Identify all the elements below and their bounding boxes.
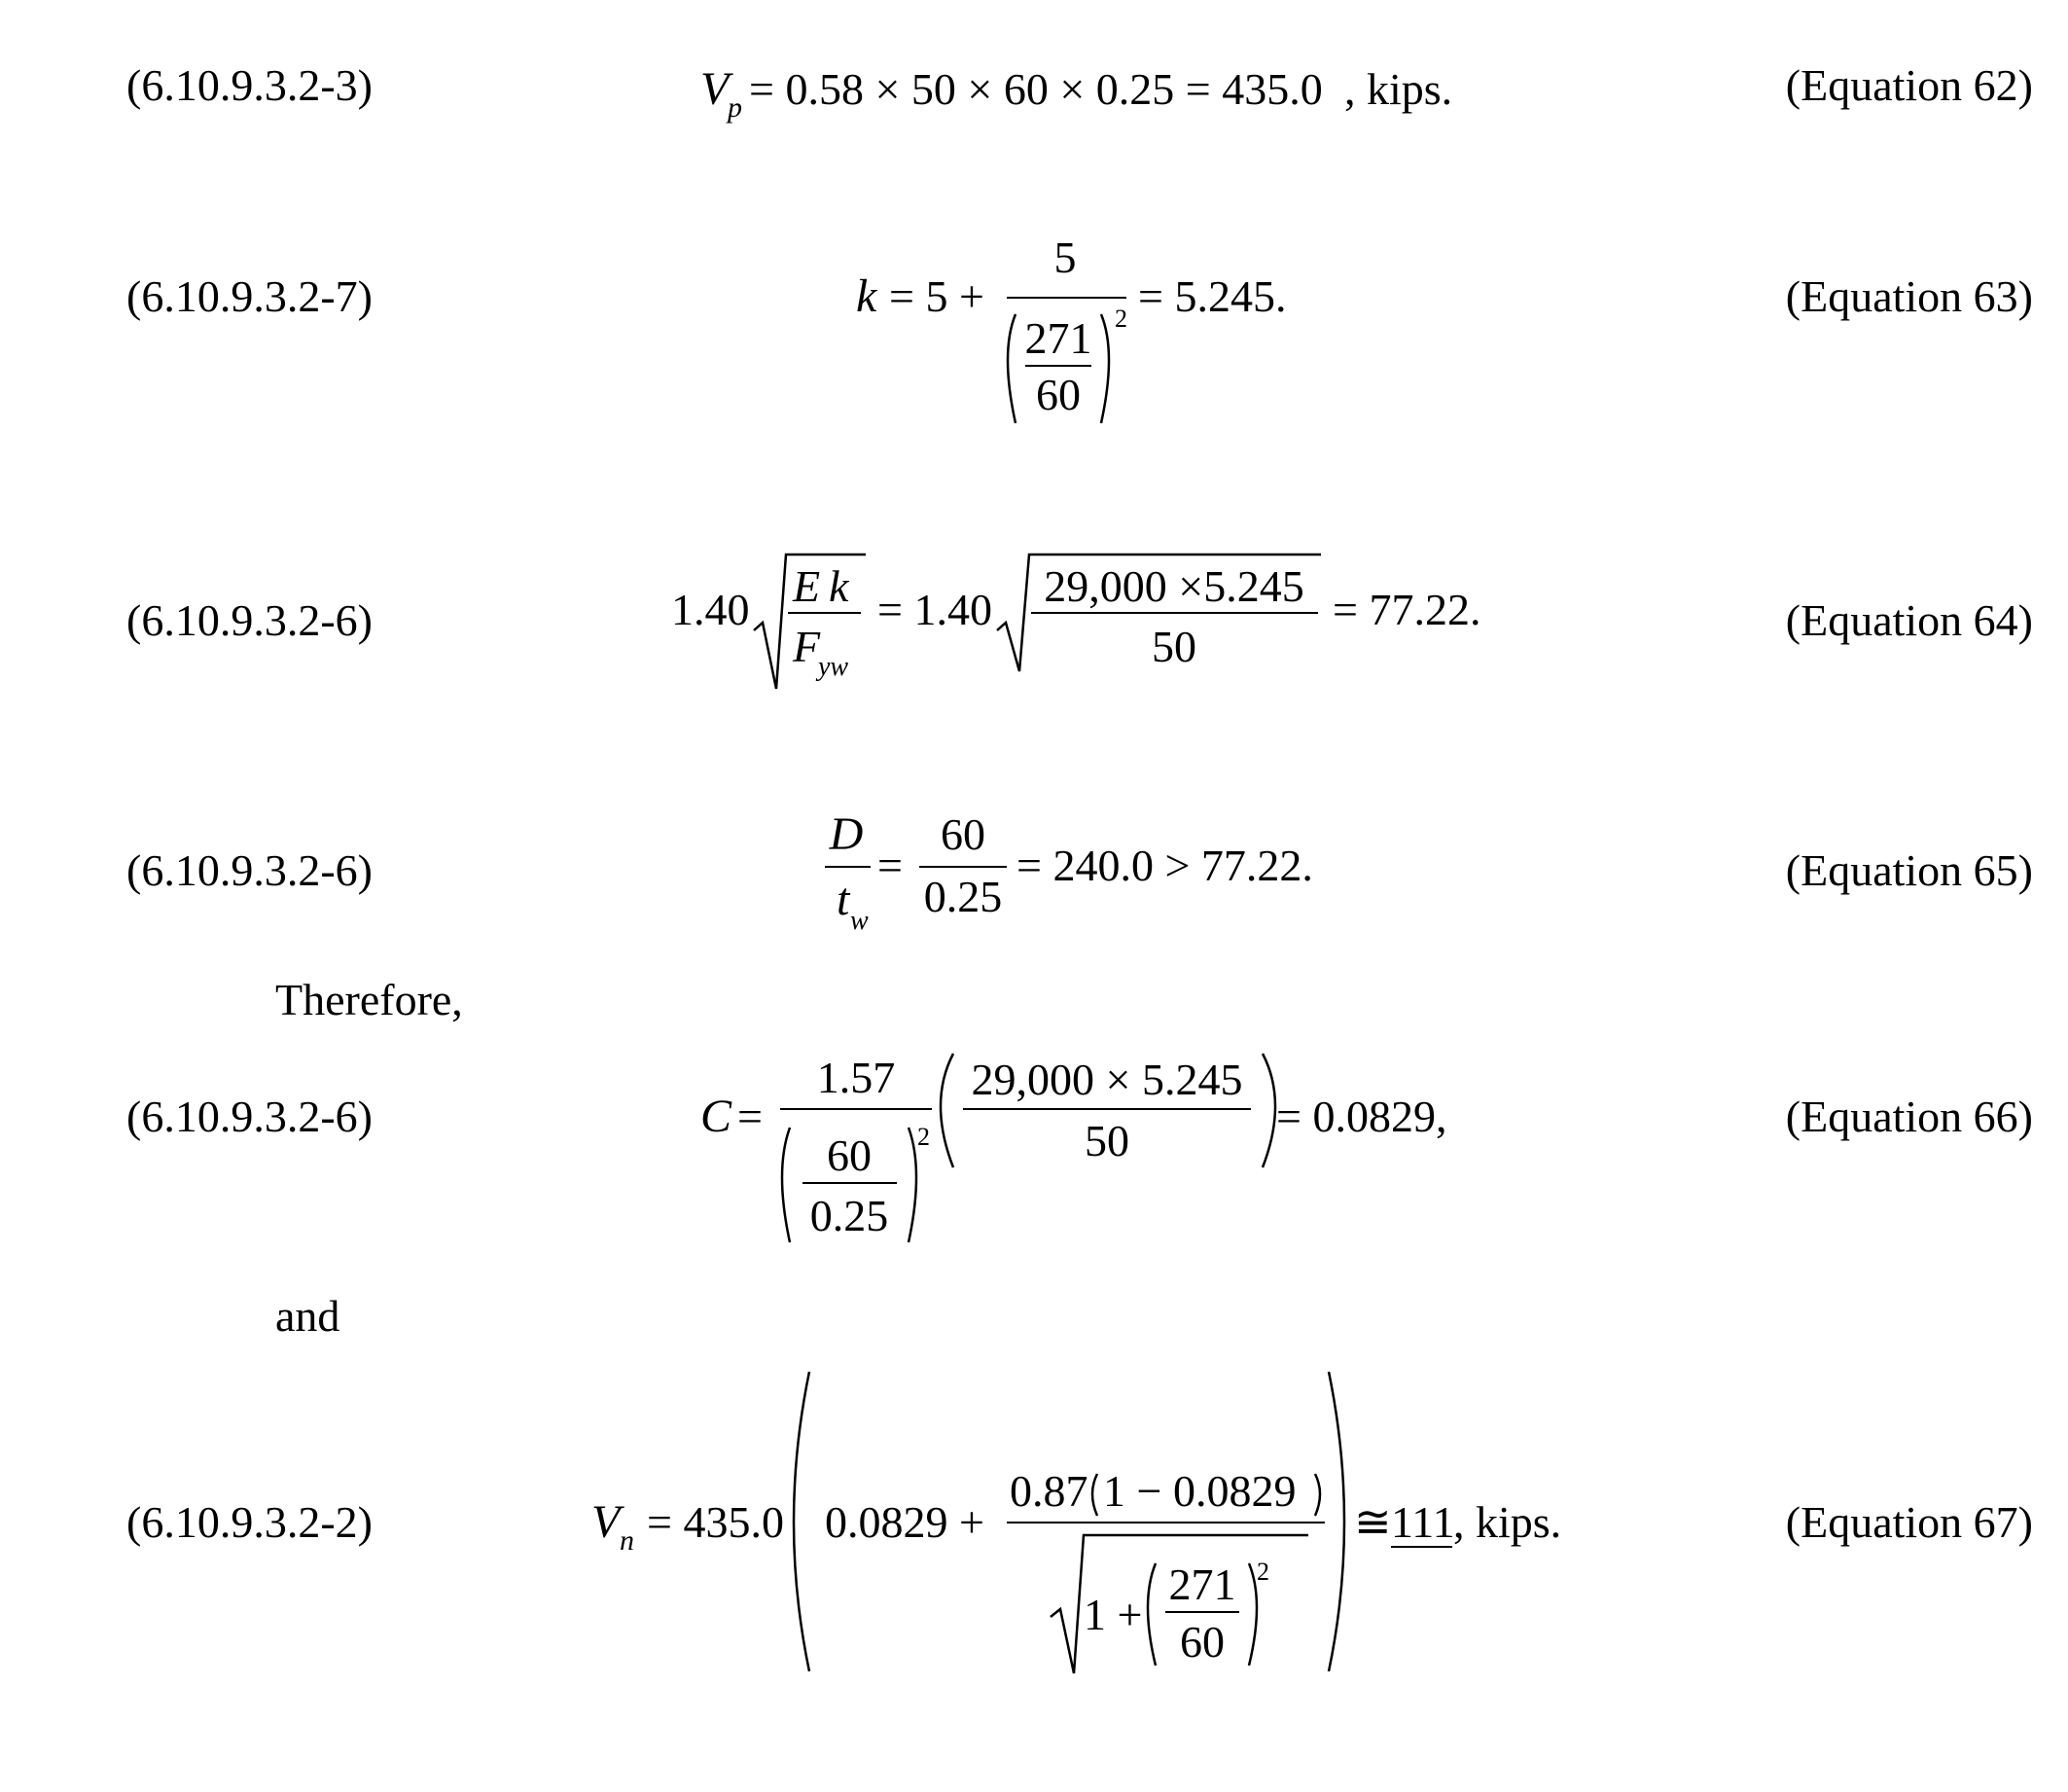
paren-denominator: 50 [1085,1116,1129,1165]
expression: = 0.58 × 50 × 60 × 0.25 = 435.0 [749,64,1323,114]
rad-numerator: 271 [1168,1559,1236,1609]
subscript-yw: yw [818,652,849,682]
equation-65 [817,803,1362,949]
var-k: k [829,561,849,611]
radicand-numerator: 29,000 ×5.245 [1044,561,1304,611]
spec-reference: (6.10.9.3.2-2) [126,1497,373,1547]
var-f: F [793,622,821,671]
subscript-p: p [728,91,742,124]
result: = 240.0 > 77.22. [1016,841,1313,890]
equals: = [877,841,903,890]
left-paren [1008,314,1016,423]
unit-text: , kips. [1453,1497,1562,1547]
subscript-w: w [850,906,869,936]
unit-text: , kips. [1344,64,1453,114]
coefficient: 1.40 [671,585,750,634]
var-d: D [829,808,864,860]
num-right-paren [1315,1474,1320,1516]
var-e: E [793,561,821,611]
rad-denominator: 60 [1180,1617,1225,1667]
equation-number: (Equation 62) [1785,60,2033,110]
fraction-numerator: 60 [941,809,985,859]
equation-number: (Equation 64) [1785,595,2033,645]
equation-64 [661,545,1537,700]
equation-number: (Equation 65) [1785,845,2033,895]
equation-62 [681,49,1517,136]
spec-reference: (6.10.9.3.2-6) [126,845,373,895]
equation-66 [691,1046,1498,1260]
radical-lead: 1 + [1084,1590,1143,1639]
term1: 0.0829 + [825,1497,984,1547]
equals: = [737,1092,763,1141]
numerator: 1.57 [816,1053,896,1102]
paren-numerator: 29,000 × 5.245 [971,1055,1243,1104]
num-coefficient: 0.87 [1010,1466,1088,1516]
right-big-paren [1263,1054,1275,1167]
inner-denominator: 0.25 [809,1191,889,1240]
result: = 5.245. [1138,271,1287,321]
right-paren [1101,314,1109,423]
fraction-denominator: 0.25 [923,872,1003,921]
subscript-n: n [620,1524,634,1557]
result: = 0.0829, [1276,1092,1447,1141]
prose-therefore: Therefore, [275,975,463,1024]
num-inner: 1 − 0.0829 [1103,1466,1297,1516]
inner-numerator: 60 [827,1130,872,1180]
var-c: C [700,1091,732,1142]
rad-left-paren [1148,1563,1156,1666]
spec-reference: (6.10.9.3.2-7) [126,271,373,321]
num-left-paren [1092,1474,1097,1516]
numerator: 5 [1053,233,1077,282]
spec-reference: (6.10.9.3.2-6) [126,595,373,645]
left-big-paren [941,1054,953,1167]
equation-number: (Equation 67) [1785,1497,2033,1547]
result: 111 [1391,1497,1455,1547]
power: 2 [917,1123,930,1151]
power: 2 [1115,305,1127,333]
rad-right-paren [1249,1563,1257,1666]
equation-number: (Equation 66) [1785,1092,2033,1141]
right-paren [909,1128,916,1242]
radicand-denominator: 50 [1152,622,1196,671]
var-t: t [837,874,850,925]
lead-text: = 5 + [889,271,984,321]
lead-text: = 435.0 [647,1497,784,1547]
var-v: V [591,1496,621,1548]
equation-63 [846,233,1352,438]
power: 2 [1257,1558,1269,1586]
result: = 77.22. [1333,585,1481,634]
spec-reference: (6.10.9.3.2-3) [126,60,373,110]
equation-number: (Equation 63) [1785,271,2033,321]
inner-denominator: 60 [1036,370,1081,419]
right-big-paren [1329,1372,1344,1671]
spec-reference: (6.10.9.3.2-6) [126,1092,373,1141]
inner-numerator: 271 [1024,313,1092,363]
equation-67 [584,1362,1586,1683]
prose-and: and [275,1291,340,1341]
left-paren [782,1128,790,1242]
left-big-paren [794,1372,809,1671]
approx-symbol: ≅ [1354,1497,1392,1547]
var-v: V [700,63,730,115]
var-k: k [856,270,877,322]
mid-text: = 1.40 [877,585,992,634]
